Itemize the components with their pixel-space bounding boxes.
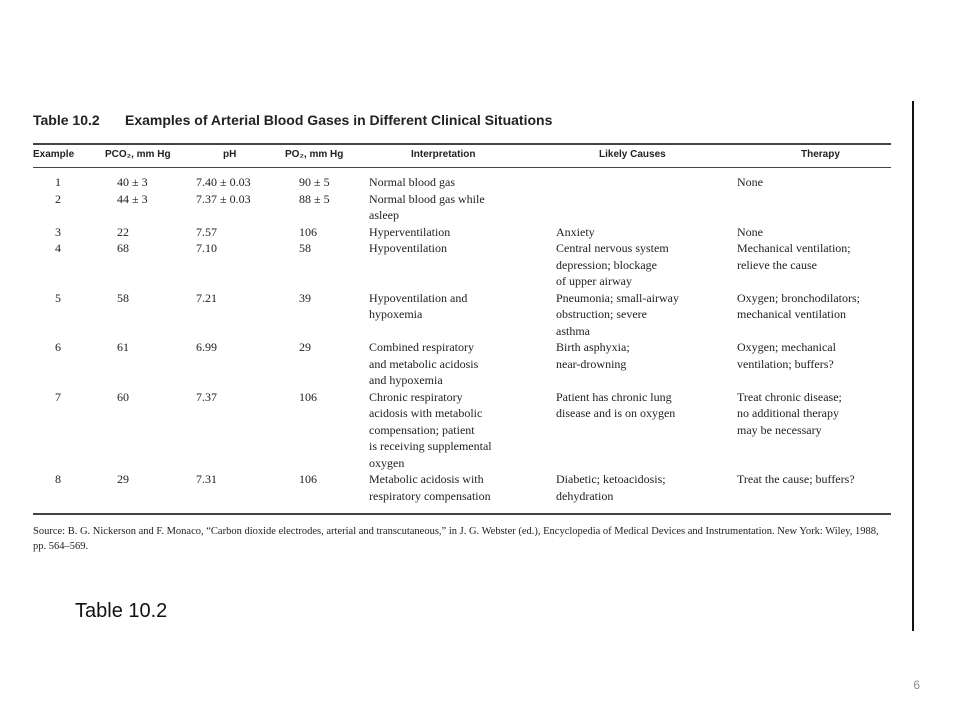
cell-causes: Diabetic; ketoacidosis; dehydration	[556, 472, 666, 503]
table-title	[33, 112, 891, 134]
cell-example: 8	[55, 472, 61, 486]
cell-interpretation: Combined respiratory and metabolic acidosis and hypoxemia	[369, 340, 479, 387]
cell-pco2: 61	[117, 340, 129, 354]
cell-po2: 88 ± 5	[299, 191, 330, 206]
cell-example: 6	[55, 340, 61, 354]
table-title-text: Examples of Arterial Blood Gases in Different Clinical Situations	[125, 112, 553, 128]
table-row	[33, 224, 891, 241]
cell-ph: 7.57	[196, 224, 217, 239]
cell-po2: 106	[299, 389, 317, 404]
table-source-note: Source: B. G. Nickerson and F. Monaco, “Carbon dioxide electrodes, arterial and transcutaneous,” in J. G. Webster (ed.), Encyclopedia of Medical Devices and Instrumentation. New York: Wiley, 1988, pp. 564–569.	[33, 526, 879, 552]
cell-pco2: 58	[117, 290, 129, 305]
header-therapy: Therapy	[801, 149, 840, 160]
cell-causes: Pneumonia; small-airway obstruction; severe asthma	[556, 290, 679, 338]
cell-therapy: None	[737, 224, 763, 239]
cell-ph: 7.21	[196, 290, 217, 305]
cell-ph: 7.37 ± 0.03	[196, 191, 251, 206]
table-header-rule	[33, 167, 891, 168]
cell-therapy: Mechanical ventilation; relieve the cause	[737, 241, 851, 272]
cell-interpretation: Hyperventilation	[369, 224, 451, 239]
header-likely-causes: Likely Causes	[599, 149, 666, 160]
cell-example: 7	[55, 389, 61, 404]
cell-causes: Birth asphyxia; near-drowning	[556, 340, 630, 371]
table-number: Table 10.2	[33, 112, 100, 128]
cell-pco2: 40 ± 3	[117, 175, 148, 189]
cell-pco2: 29	[117, 472, 129, 486]
cell-therapy: Treat chronic disease; no additional therapy may be necessary	[737, 389, 842, 437]
cell-interpretation: Hypoventilation	[369, 241, 447, 255]
cell-example: 1	[55, 175, 61, 189]
cell-therapy: None	[737, 175, 763, 189]
cell-causes: Central nervous system depression; blockage of upper airway	[556, 241, 669, 288]
cell-po2: 29	[299, 340, 311, 354]
cell-po2: 39	[299, 290, 311, 305]
header-interpretation: Interpretation	[411, 149, 476, 160]
cell-example: 3	[55, 224, 61, 239]
slide-caption: Table 10.2	[75, 600, 168, 622]
cell-interpretation: Metabolic acidosis with respiratory compensation	[369, 472, 491, 503]
cell-therapy: Treat the cause; buffers?	[737, 472, 855, 486]
header-po2: PO₂, mm Hg	[285, 149, 344, 160]
cell-causes: Patient has chronic lung disease and is on oxygen	[556, 389, 676, 420]
table-figure	[33, 112, 891, 566]
cell-ph: 7.31	[196, 472, 217, 486]
vertical-divider	[912, 101, 914, 631]
cell-ph: 7.40 ± 0.03	[196, 175, 251, 189]
cell-ph: 7.37	[196, 389, 217, 404]
cell-interpretation: Normal blood gas	[369, 175, 455, 189]
cell-pco2: 68	[117, 241, 129, 255]
table-row	[33, 471, 891, 504]
cell-po2: 106	[299, 224, 317, 239]
table-row	[33, 389, 891, 472]
cell-causes: Anxiety	[556, 224, 595, 239]
cell-pco2: 60	[117, 389, 129, 404]
cell-example: 4	[55, 241, 61, 255]
header-example: Example	[33, 149, 75, 160]
page-number: 6	[913, 678, 920, 692]
table-bottom-rule	[33, 513, 891, 515]
cell-example: 2	[55, 191, 61, 206]
cell-pco2: 44 ± 3	[117, 191, 148, 206]
cell-interpretation: Normal blood gas while asleep	[369, 191, 485, 222]
cell-pco2: 22	[117, 224, 129, 239]
cell-interpretation: Hypoventilation and hypoxemia	[369, 290, 468, 321]
cell-interpretation: Chronic respiratory acidosis with metabolic compensation; patient is receiving supplemental oxygen	[369, 389, 492, 470]
table-row	[33, 240, 891, 290]
cell-po2: 106	[299, 472, 317, 486]
cell-po2: 58	[299, 241, 311, 255]
cell-ph: 6.99	[196, 340, 217, 354]
cell-therapy: Oxygen; bronchodilators; mechanical ventilation	[737, 290, 860, 321]
table-row	[33, 191, 891, 224]
header-pco2: PCO₂, mm Hg	[105, 149, 171, 160]
cell-po2: 90 ± 5	[299, 175, 330, 189]
table-header-row	[33, 149, 891, 165]
header-ph: pH	[223, 149, 237, 160]
table-row	[33, 290, 891, 340]
table-row	[33, 339, 891, 389]
cell-ph: 7.10	[196, 241, 217, 255]
table-body	[33, 174, 891, 504]
table-row	[33, 174, 891, 191]
cell-therapy: Oxygen; mechanical ventilation; buffers?	[737, 340, 836, 371]
table-top-rule	[33, 143, 891, 145]
cell-example: 5	[55, 290, 61, 305]
